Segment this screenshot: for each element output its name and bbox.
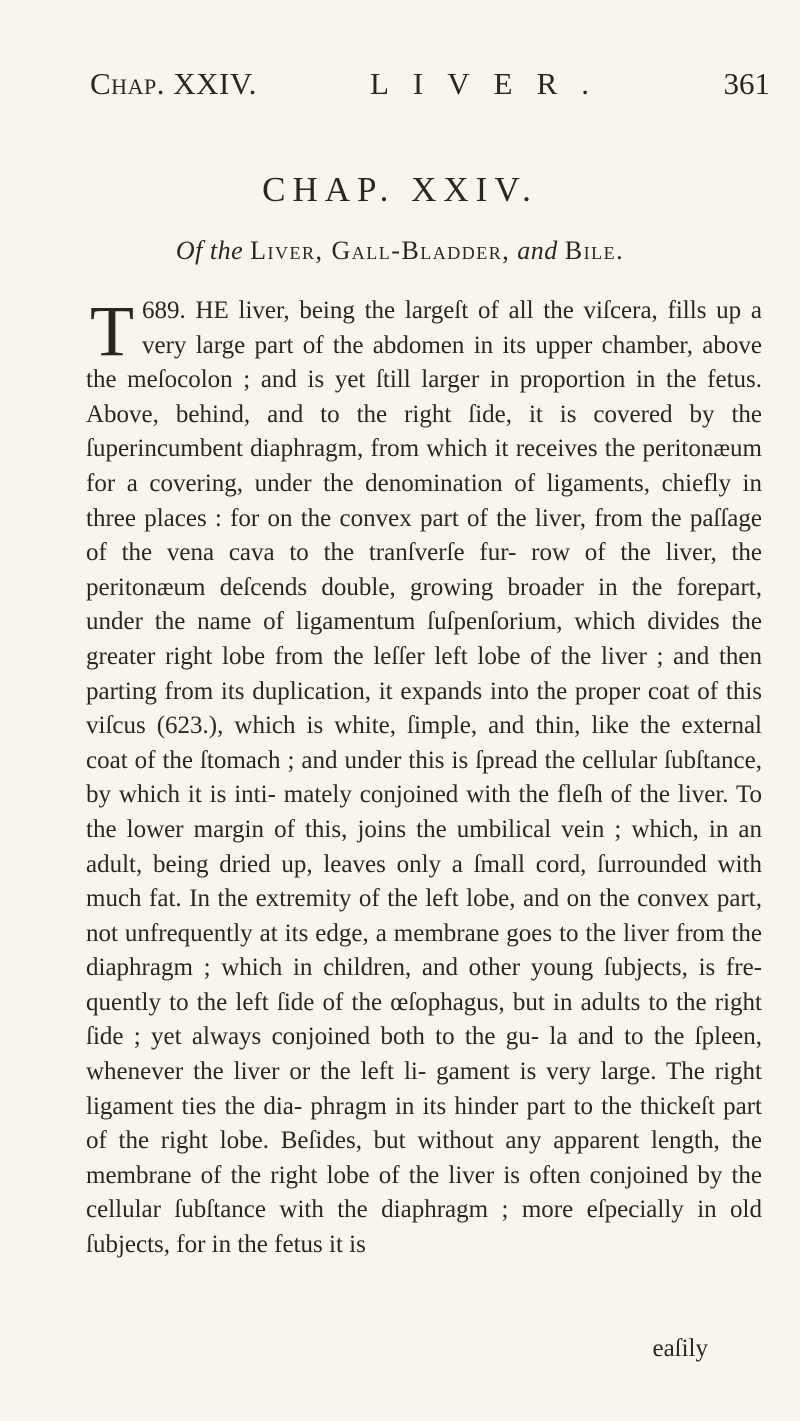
- paragraph-text: HE liver, being the largeſt of all the viſcera, fills up a very large part of the abdomen in its upper chamber, above the meſocolon ; and is yet ſtill larger in proportion in the fetus. Above, behind, and to the right ſide, it is covered by the ſuperincumbent diaphragm, from which it receives the peritonæum for a covering, under the denomination of ligaments, chiefly in three places : for on the convex part of the liver, from the paſſage of the vena cava to the tranſverſe fur- row of the liver, the peritonæum deſcends double, growing broader in the forepart, under the name of ligamentum ſuſpenſorium, which divides the greater right lobe from the leſſer left lobe of the liver ; and then parting from its duplication, it expands into the proper coat of this viſcus (623.), which is white, ſimple, and thin, like the external coat of the ſtomach ; and under this is ſpread the cellular ſubſtance, by which it is inti- mately conjoined with the fleſh of the liver. To the lower margin of this, joins the umbilical vein ; which, in an adult, being dried up, leaves only a ſmall cord, ſurrounded with much fat. In the extremity of the left lobe, and on the convex part, not unfrequently at its edge, a membrane goes to the liver from the diaphragm ; which in children, and other young ſubjects, is fre- quently to the left ſide of the œſophagus, but in adults to the right ſide ; yet always conjoined both to the gu- la and to the ſpleen, whenever the liver or the left li- gament is very large. The right ligament ties the dia- phragm in its hinder part to the thickeſt part of the right lobe. Beſides, but without any apparent length, the membrane of the right lobe of the liver is often conjoined by the cellular ſubſtance with the diaphragm ; more eſpecially in old ſubjects, for in the fetus it is: [86, 297, 762, 1259]
- running-header: [90, 66, 770, 116]
- subtitle-part-3: and: [517, 236, 558, 265]
- subtitle-part-2: Liver, Gall-Bladder,: [250, 236, 511, 265]
- drop-cap: T: [90, 291, 134, 371]
- chapter-heading: CHAP. XXIV.: [262, 170, 538, 209]
- subtitle-part-4: Bile.: [564, 236, 625, 265]
- header-running-title: LIVER.: [370, 66, 614, 101]
- chapter-subtitle: [0, 236, 800, 266]
- header-chapter: Chap. XXIV.: [90, 66, 257, 101]
- header-page-number: 361: [723, 66, 770, 101]
- body-paragraph: [86, 291, 762, 1263]
- subtitle-part-1: Of the: [175, 236, 244, 265]
- paragraph-number: 689.: [141, 297, 186, 324]
- catchword: eaſily: [652, 1335, 708, 1362]
